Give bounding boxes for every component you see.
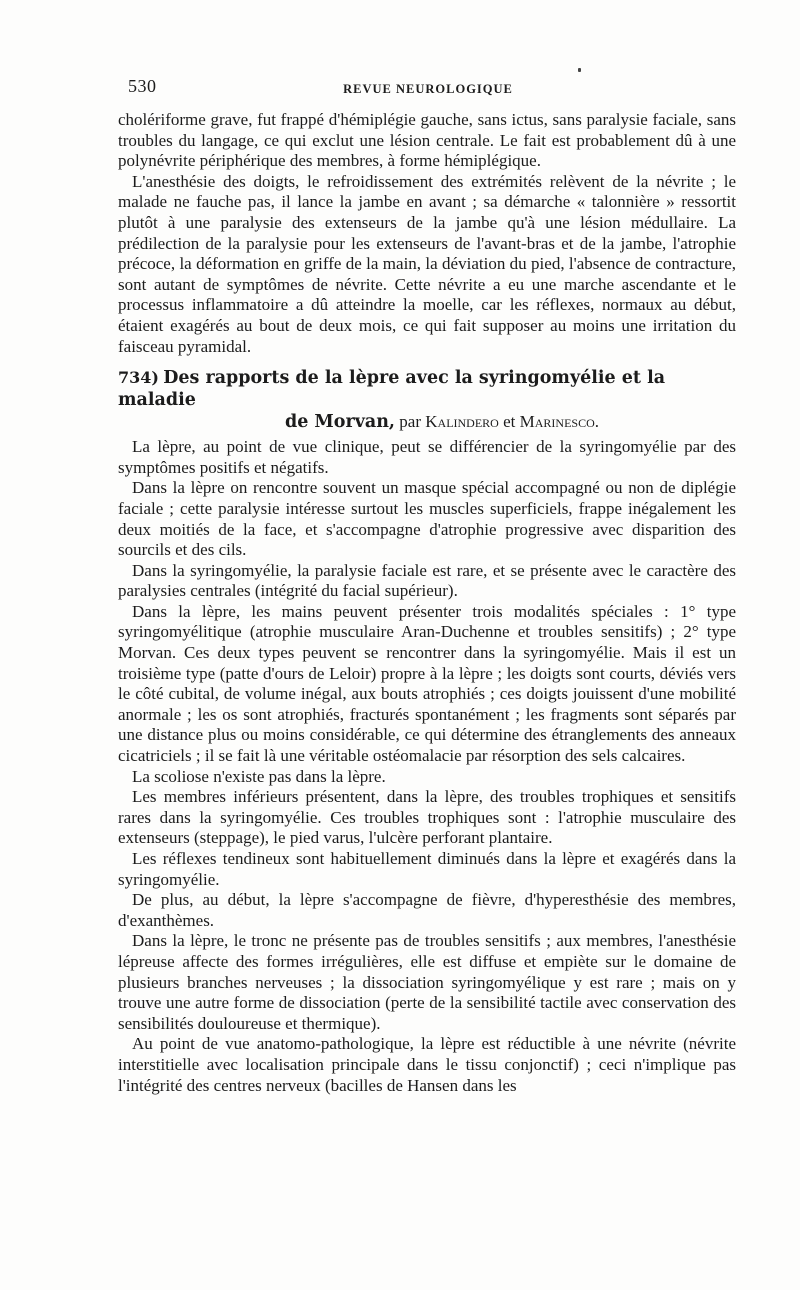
paragraph: La lèpre, au point de vue clinique, peut se différencier de la syringomyélie par des symptômes positifs et négatifs. bbox=[118, 437, 736, 477]
paragraph: Dans la lèpre on rencontre souvent un masque spécial accompagné ou non de diplégie faciale ; cette paralysie intéresse surtout les muscles superficiels, frappe inégalement les deux moitiés de la face, et s'accompagne d'atrophie progressive avec disparition des sourcils et des cils. bbox=[118, 478, 736, 560]
running-head: REVUE NEUROLOGIQUE bbox=[343, 82, 513, 96]
article-title-continued: de Morvan, bbox=[284, 412, 396, 433]
article-number: 734) bbox=[118, 368, 159, 388]
page-number: 530 bbox=[128, 76, 157, 96]
byline-et: et bbox=[503, 412, 516, 432]
paragraph: L'anesthésie des doigts, le refroidissement des extrémités relèvent de la névrite ; le malade ne fauche pas, il lance la jambe en avant ; sa démarche « talonnière » ressortit plutôt à une paralysie des extenseurs de la jambe qu'à une lésion médullaire. La prédilection de la paralysie pour les extenseurs de l'avant-bras et de la jambe, l'atrophie précoce, la déformation en griffe de la main, la déviation du pied, l'absence de contracture, sont autant de symptômes de névrite. Cette névrite a eu une marche ascendante et le processus inflammatoire a dû atteindre la moelle, car les réflexes, normaux au début, étaient exagérés au bout de deux mois, ce qui fait supposer au moins une irritation du faisceau pyramidal. bbox=[118, 171, 736, 356]
article-heading bbox=[118, 367, 736, 433]
paragraph: De plus, au début, la lèpre s'accompagne de fièvre, d'hyperesthésie des membres, d'exanthèmes. bbox=[118, 890, 736, 930]
paragraph: Dans la syringomyélie, la paralysie faciale est rare, et se présente avec le caractère des paralysies centrales (intégrité du facial supérieur). bbox=[118, 560, 736, 601]
paragraph: Dans la lèpre, le tronc ne présente pas de troubles sensitifs ; aux membres, l'anesthésie lépreuse affecte des formes irrégulières, elle est diffuse et empiète sur le domaine de plusieurs branches nerveuses ; la dissociation syringomyélique y est rare ; mais on y trouve une autre forme de dissociation (perte de la sensibilité tactile avec conservation des sensibilités douloureuse et thermique). bbox=[118, 931, 736, 1033]
page-header bbox=[118, 72, 738, 102]
author-name: Kalindero bbox=[425, 412, 499, 432]
body-text bbox=[118, 110, 736, 1096]
paragraph: Les réflexes tendineux sont habituellement diminués dans la lèpre et exagérés dans la syringomyélie. bbox=[118, 849, 736, 889]
paragraph: Au point de vue anatomo-pathologique, la lèpre est réductible à une névrite (névrite interstitielle avec localisation principale dans le tissu conjonctif) ; ceci n'implique pas l'intégrité des centres nerveux (bacilles de Hansen dans les bbox=[118, 1034, 736, 1095]
author-name: Marinesco. bbox=[519, 412, 600, 432]
paragraph: Les membres inférieurs présentent, dans la lèpre, des troubles trophiques et sensitifs rares dans la syringomyélie. Ces troubles trophiques sont : l'atrophie musculaire des extenseurs (steppage), le pied varus, l'ulcère perforant plantaire. bbox=[118, 787, 736, 848]
byline-par: par bbox=[399, 412, 421, 432]
paragraph: Dans la lèpre, les mains peuvent présenter trois modalités spéciales : 1° type syringomyélitique (atrophie musculaire Aran-Duchenne et troubles sensitifs) ; 2° type Morvan. Ces deux types peuvent se rencontrer dans la syringomyélie. Mais il est un troisième type (patte d'ours de Leloir) propre à la lèpre ; les doigts sont courts, déviés vers le côté cubital, de volume inégal, aux bouts atrophiés ; ces doigts jouissent d'une mobilité anormale ; les os sont atrophiés, fracturés spontanément ; les fragments sont séparés par une distance plus ou moins considérable, ce qui détermine des étranglements des anneaux cicatriciels ; il se fait là une véritable ostéomalacie par résorption des sels calcaires. bbox=[118, 601, 736, 766]
paragraph: La scoliose n'existe pas dans la lèpre. bbox=[132, 766, 386, 786]
paragraph: cholériforme grave, fut frappé d'hémiplégie gauche, sans ictus, sans paralysie faciale, sans troubles du langage, ce qui exclut une lésion centrale. Le fait est probablement dû à une polynévrite périphérique des membres, à forme hémiplégique. bbox=[118, 110, 736, 171]
article-title: Des rapports de la lèpre avec la syringomyélie et la maladie bbox=[118, 368, 666, 411]
